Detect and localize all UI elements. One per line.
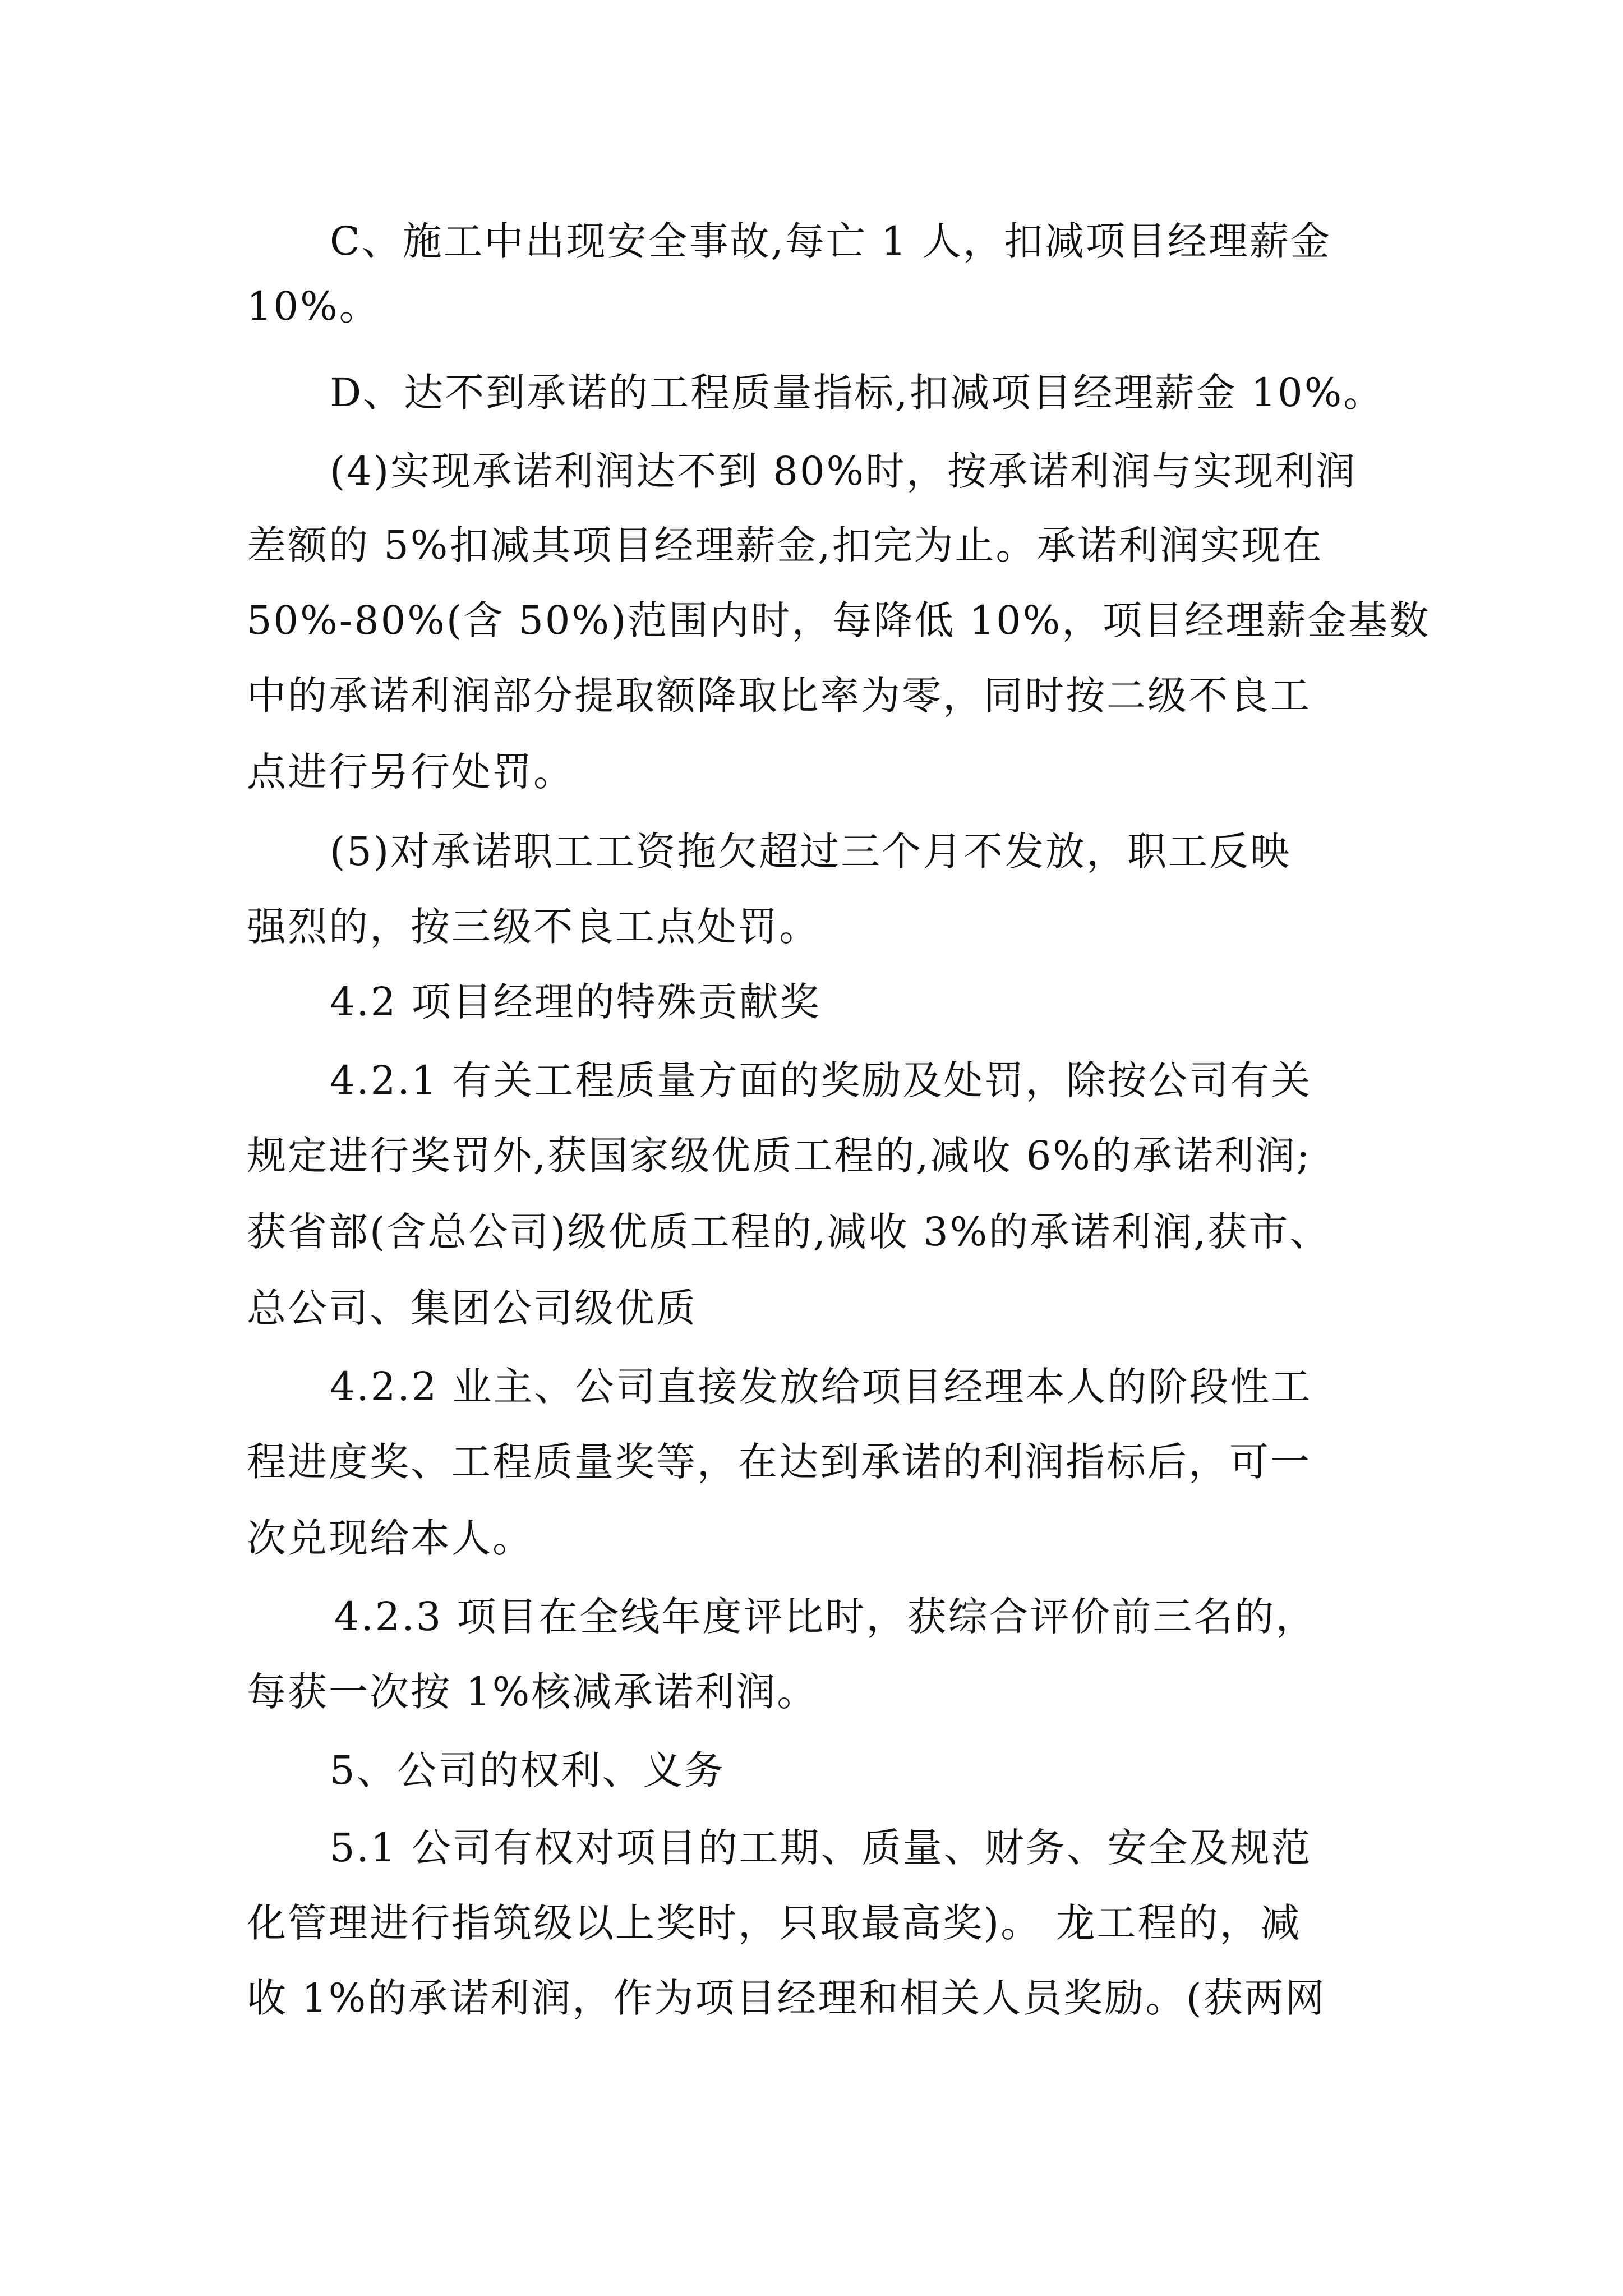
text-line-11: 4.2 项目经理的特殊贡献奖 bbox=[330, 979, 821, 1025]
text-line-21: 5、公司的权利、义务 bbox=[330, 1747, 725, 1793]
text-line-1: C、施工中出现安全事故,每亡 1 人，扣减项目经理薪金 bbox=[330, 218, 1331, 264]
text-line-17: 程进度奖、工程质量奖等，在达到承诺的利润指标后，可一 bbox=[247, 1439, 1311, 1485]
text-line-16: 4.2.2 业主、公司直接发放给项目经理本人的阶段性工 bbox=[330, 1364, 1312, 1410]
text-line-14: 获省部(含总公司)级优质工程的,减收 3%的承诺利润,获市、 bbox=[247, 1209, 1331, 1255]
text-line-2: 10%。 bbox=[247, 283, 380, 329]
text-line-9: (5)对承诺职工工资拖欠超过三个月不发放，职工反映 bbox=[330, 829, 1292, 875]
text-line-4: (4)实现承诺利润达不到 80%时，按承诺利润与实现利润 bbox=[330, 448, 1357, 494]
text-line-3: D、达不到承诺的工程质量指标,扣减项目经理薪金 10%。 bbox=[330, 370, 1385, 416]
text-line-13: 规定进行奖罚外,获国家级优质工程的,减收 6%的承诺利润; bbox=[247, 1133, 1312, 1179]
text-line-12: 4.2.1 有关工程质量方面的奖励及处罚，除按公司有关 bbox=[330, 1057, 1312, 1103]
text-line-22: 5.1 公司有权对项目的工期、质量、财务、安全及规范 bbox=[330, 1825, 1312, 1871]
text-line-15: 总公司、集团公司级优质 bbox=[247, 1285, 697, 1331]
text-line-10: 强烈的，按三级不良工点处罚。 bbox=[247, 904, 820, 950]
text-line-23: 化管理进行指筑级以上奖时，只取最高奖)。 龙工程的，减 bbox=[247, 1900, 1302, 1946]
text-line-8: 点进行另行处罚。 bbox=[247, 749, 574, 795]
text-line-19: 4.2.3 项目在全线年度评比时，获综合评价前三名的， bbox=[334, 1594, 1317, 1640]
text-line-20: 每获一次按 1%核减承诺利润。 bbox=[247, 1669, 818, 1715]
text-line-5: 差额的 5%扣减其项目经理薪金,扣完为止。承诺利润实现在 bbox=[247, 522, 1324, 568]
text-line-6: 50%-80%(含 50%)范围内时，每降低 10%，项目经理薪金基数 bbox=[247, 597, 1431, 643]
text-line-18: 次兑现给本人。 bbox=[247, 1515, 533, 1561]
text-line-7: 中的承诺利润部分提取额降取比率为零，同时按二级不良工 bbox=[247, 673, 1311, 719]
text-line-24: 收 1%的承诺利润，作为项目经理和相关人员奖励。(获两网 bbox=[247, 1975, 1326, 2021]
